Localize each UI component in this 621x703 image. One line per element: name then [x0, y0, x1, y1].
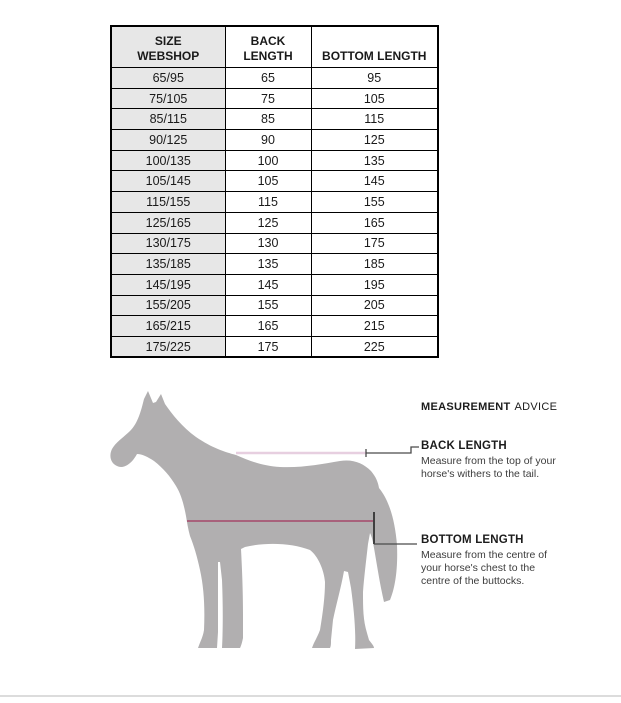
bottom-length-cell: 145 — [311, 171, 438, 192]
bottom-length-cell: 195 — [311, 274, 438, 295]
title-secondary: ADVICE — [514, 401, 558, 413]
bottom-length-cell: 205 — [311, 295, 438, 316]
bottom-length-cell: 115 — [311, 109, 438, 130]
bottom-length-cell: 105 — [311, 88, 438, 109]
size-table-row — [111, 212, 438, 233]
size-table-row — [111, 254, 438, 275]
size-webshop-cell: 90/125 — [111, 130, 225, 151]
bottom-length-cell: 225 — [311, 336, 438, 357]
back-length-description — [421, 455, 611, 481]
bottom-length-cell: 175 — [311, 233, 438, 254]
title-primary: MEASUREMENT — [421, 401, 511, 413]
column-header: BOTTOM LENGTH — [311, 26, 438, 68]
description-line: centre of the buttocks. — [421, 575, 525, 587]
bottom-length-cell: 185 — [311, 254, 438, 275]
size-table-row — [111, 171, 438, 192]
size-table-row — [111, 130, 438, 151]
back-length-cell: 100 — [225, 150, 311, 171]
size-webshop-cell: 165/215 — [111, 316, 225, 337]
size-webshop-cell: 100/135 — [111, 150, 225, 171]
back-length-cell: 65 — [225, 68, 311, 89]
size-table — [110, 25, 439, 358]
bottom-length-cell: 125 — [311, 130, 438, 151]
size-table-row — [111, 109, 438, 130]
size-table-row — [111, 233, 438, 254]
description-line: your horse's chest to the — [421, 562, 536, 574]
bottom-length-cell: 215 — [311, 316, 438, 337]
size-table-row — [111, 192, 438, 213]
size-webshop-cell: 155/205 — [111, 295, 225, 316]
size-table-row — [111, 68, 438, 89]
size-table-container — [110, 25, 439, 358]
horse-measurement-diagram — [0, 380, 621, 680]
size-table-row — [111, 295, 438, 316]
bottom-length-heading: BOTTOM LENGTH — [421, 534, 524, 546]
back-length-connector — [366, 447, 419, 453]
back-length-cell: 145 — [225, 274, 311, 295]
size-table-row — [111, 88, 438, 109]
size-table-row — [111, 336, 438, 357]
size-webshop-cell: 105/145 — [111, 171, 225, 192]
size-webshop-cell: 145/195 — [111, 274, 225, 295]
back-length-cell: 115 — [225, 192, 311, 213]
back-length-cell: 85 — [225, 109, 311, 130]
size-webshop-cell: 75/105 — [111, 88, 225, 109]
back-length-cell: 155 — [225, 295, 311, 316]
description-line: Measure from the top of your — [421, 455, 556, 467]
size-table-body — [111, 68, 438, 358]
back-length-cell: 90 — [225, 130, 311, 151]
size-webshop-cell: 85/115 — [111, 109, 225, 130]
measurement-advice-title — [421, 401, 557, 413]
size-webshop-cell: 65/95 — [111, 68, 225, 89]
back-length-callout — [421, 440, 611, 481]
description-line: Measure from the centre of — [421, 549, 548, 561]
back-length-cell: 135 — [225, 254, 311, 275]
size-table-row — [111, 274, 438, 295]
back-length-heading: BACK LENGTH — [421, 440, 507, 452]
back-length-cell: 130 — [225, 233, 311, 254]
back-length-cell: 175 — [225, 336, 311, 357]
back-length-cell: 125 — [225, 212, 311, 233]
description-line: horse's withers to the tail. — [421, 468, 540, 480]
size-webshop-cell: 115/155 — [111, 192, 225, 213]
bottom-length-cell: 135 — [311, 150, 438, 171]
size-webshop-cell: 130/175 — [111, 233, 225, 254]
column-header: BACK LENGTH — [225, 26, 311, 68]
bottom-length-cell: 95 — [311, 68, 438, 89]
back-length-cell: 75 — [225, 88, 311, 109]
column-header: SIZE WEBSHOP — [111, 26, 225, 68]
size-webshop-cell: 175/225 — [111, 336, 225, 357]
back-length-cell: 105 — [225, 171, 311, 192]
size-webshop-cell: 135/185 — [111, 254, 225, 275]
size-table-row — [111, 150, 438, 171]
bottom-length-cell: 165 — [311, 212, 438, 233]
bottom-length-cell: 155 — [311, 192, 438, 213]
bottom-length-description — [421, 549, 611, 588]
size-webshop-cell: 125/165 — [111, 212, 225, 233]
size-table-row — [111, 316, 438, 337]
bottom-length-callout — [421, 534, 611, 588]
page-bottom-divider — [0, 695, 621, 697]
back-length-cell: 165 — [225, 316, 311, 337]
size-table-header-row — [111, 26, 438, 68]
